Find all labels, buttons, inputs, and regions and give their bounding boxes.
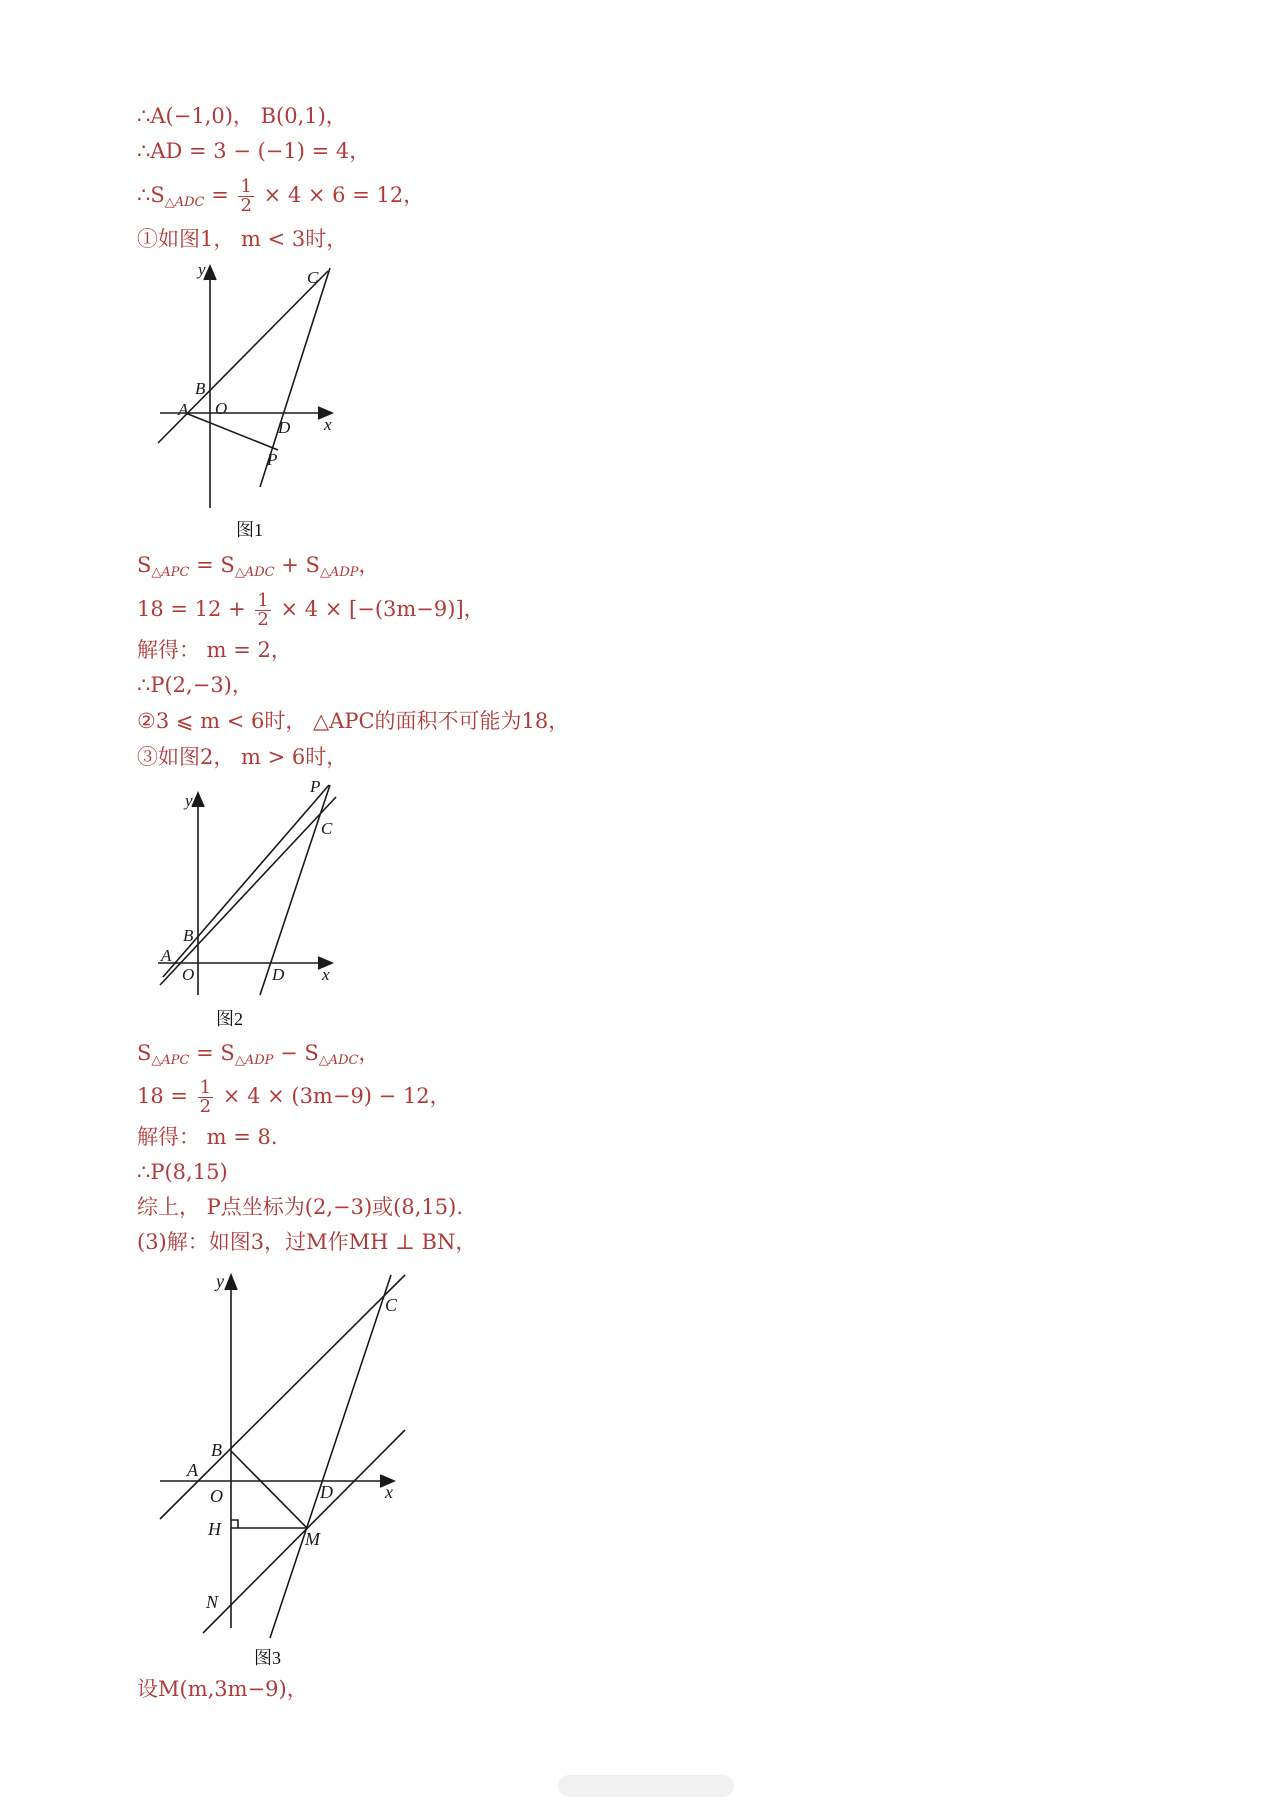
line-ad-length: ∴AD = 3 − (−1) = 4，	[137, 139, 371, 163]
segment-ap	[163, 785, 329, 977]
label-p: P	[267, 450, 278, 469]
label-h: H	[208, 1519, 221, 1539]
s-adp-subscript: △ADP	[319, 565, 359, 580]
s-eq: = S	[189, 1041, 235, 1065]
line-point-p1: ∴P(2,−3)，	[137, 673, 253, 697]
line-area-apc-diff	[137, 1040, 380, 1074]
label-d: D	[278, 418, 291, 437]
s-adc-subscript: △ADC	[234, 565, 275, 580]
fraction-denominator: 2	[240, 195, 252, 216]
label-d: D	[272, 965, 285, 984]
fraction-half	[238, 178, 253, 215]
s-minus: − S	[273, 1041, 319, 1065]
label-o: O	[215, 399, 228, 418]
figure-3-caption: 图3	[254, 1648, 281, 1668]
area-adc-s: ∴S	[137, 183, 165, 207]
label-c: C	[321, 819, 333, 838]
line-equation-case3	[137, 1079, 451, 1116]
s-adp-subscript: △ADP	[234, 1053, 274, 1068]
line-solve-m2: 解得： m = 2，	[137, 638, 292, 662]
fraction-denominator: 2	[257, 609, 269, 630]
s-apc: S	[137, 553, 152, 577]
label-y: y	[198, 260, 206, 279]
s-plus: + S	[274, 553, 320, 577]
label-n: N	[206, 1592, 219, 1612]
label-p: P	[310, 777, 321, 796]
area-adc-tail: × 4 × 6 = 12，	[256, 183, 425, 207]
fraction-numerator: 1	[257, 590, 269, 611]
s-adc-subscript: △ADC	[318, 1053, 359, 1068]
fraction-denominator: 2	[199, 1096, 212, 1117]
blurred-watermark	[558, 1775, 734, 1797]
label-x: x	[385, 1482, 393, 1502]
figure-1-caption: 图1	[236, 520, 263, 540]
label-c: C	[307, 268, 319, 287]
label-b: B	[183, 926, 194, 945]
s-eq: = S	[189, 553, 235, 577]
s-apc-subscript: △APC	[151, 1053, 190, 1068]
equation-tail: × 4 × (3m−9) − 12，	[216, 1084, 451, 1108]
segment-ap	[188, 414, 278, 450]
fraction-numerator: 1	[240, 176, 252, 197]
s-apc-subscript: △APC	[151, 565, 190, 580]
line-area-apc-sum	[137, 552, 380, 586]
right-angle-icon	[231, 1520, 238, 1528]
equation-head: 18 =	[137, 1084, 195, 1108]
line-solve-m8: 解得： m = 8.	[137, 1125, 278, 1149]
label-b: B	[195, 379, 206, 398]
line-equation-case1	[137, 592, 485, 629]
line-case1-heading: ①如图1， m < 3时，	[137, 227, 348, 251]
area-adc-subscript: △ADC	[164, 195, 205, 210]
line-nm	[203, 1430, 405, 1633]
label-m: M	[305, 1529, 320, 1549]
label-y: y	[185, 791, 193, 810]
s-apc: S	[137, 1041, 152, 1065]
equation-tail: × 4 × [−(3m−9)]，	[273, 597, 485, 621]
label-o: O	[210, 1486, 223, 1506]
segment-bm	[231, 1451, 307, 1528]
y-axis-arrow-icon	[204, 266, 216, 280]
y-axis-arrow-icon	[225, 1275, 237, 1290]
line-cd	[270, 1275, 391, 1638]
line-ab	[160, 797, 336, 985]
line-area-adc	[137, 178, 424, 216]
line-case2: ②3 ⩽ m < 6时， △APC的面积不可能为18，	[137, 709, 570, 733]
figure-3-diagram	[150, 1268, 410, 1643]
line-case3-heading: ③如图2， m > 6时，	[137, 745, 348, 769]
line-part3-heading: (3)解：如图3，过M作MH ⊥ BN，	[137, 1230, 477, 1254]
figure-2-diagram	[150, 775, 350, 1000]
s-end: ，	[358, 1041, 380, 1065]
fraction-half	[198, 1079, 213, 1116]
label-a: A	[187, 1460, 198, 1480]
line-set-m: 设M(m,3m−9)，	[137, 1677, 308, 1701]
figure-1-diagram	[150, 258, 350, 508]
label-b: B	[211, 1440, 222, 1460]
figure-2-caption: 图2	[216, 1009, 243, 1029]
label-x: x	[322, 965, 330, 984]
label-a: A	[178, 400, 189, 419]
label-c: C	[385, 1295, 398, 1315]
y-axis-arrow-icon	[192, 793, 204, 807]
area-adc-eq: =	[204, 183, 236, 207]
label-y: y	[216, 1271, 224, 1291]
line-point-p2: ∴P(8,15)	[137, 1160, 228, 1184]
label-x: x	[324, 415, 332, 434]
line-points-ab: ∴A(−1,0)， B(0,1)，	[137, 104, 347, 128]
fraction-numerator: 1	[199, 1077, 212, 1098]
label-d: D	[320, 1482, 333, 1502]
label-o: O	[182, 965, 195, 984]
equation-head: 18 = 12 +	[137, 597, 253, 621]
s-end: ，	[358, 553, 380, 577]
fraction-half	[255, 592, 270, 629]
label-a: A	[161, 946, 172, 965]
line-conclusion: 综上， P点坐标为(2,−3)或(8,15).	[137, 1195, 464, 1219]
line-ab	[160, 1275, 405, 1519]
